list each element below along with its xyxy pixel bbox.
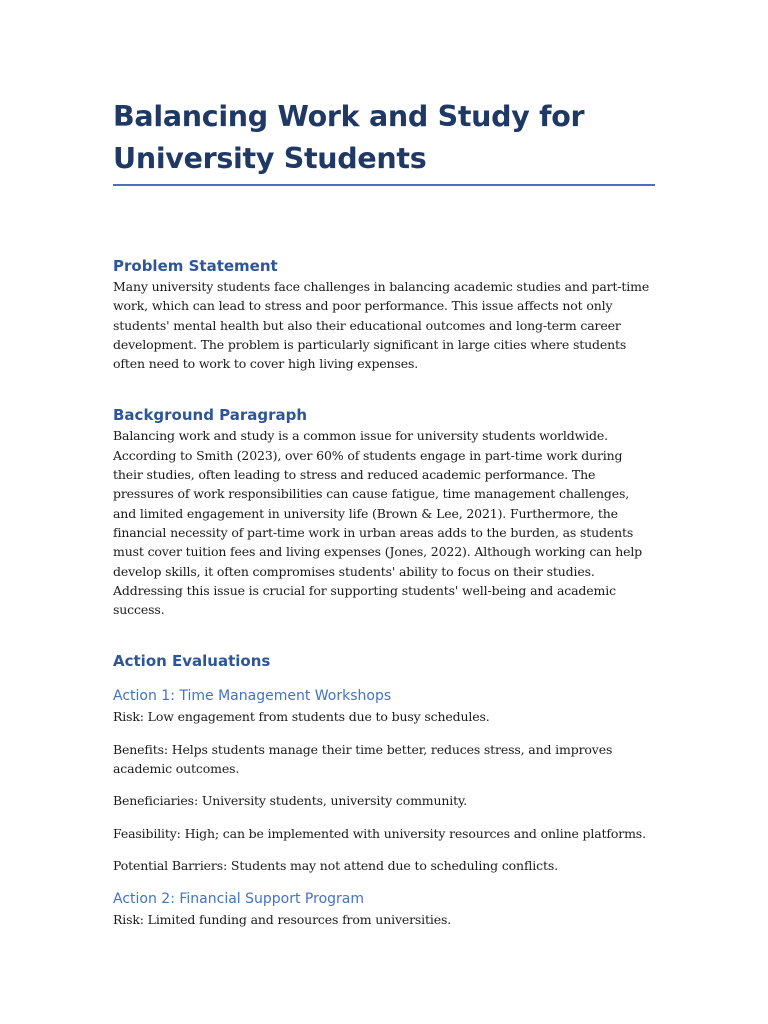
action-1-benefits: Benefits: Helps students manage their time better, reduces stress, and improves academic outcomes.: [113, 741, 613, 777]
action-2-block: [113, 889, 655, 929]
action-1-risk: Risk: Low engagement from students due to busy schedules.: [113, 709, 490, 725]
action-1-heading: Action 1: Time Management Workshops: [113, 688, 392, 705]
action-evaluations-section: [113, 651, 655, 929]
action-1-block: [113, 686, 655, 875]
action-evaluations-heading: Action Evaluations: [113, 652, 271, 671]
background-heading: Background Paragraph: [113, 406, 308, 425]
background-paragraph: Balancing work and study is a common issue for university students worldwide. According to Smith (2023), over 60% of students engage in part-time work during their studies, often leading to stress and reduced academic performance. The pressures of work responsibilities can cause fatigue, time management challenges, and limited engagement in university life (Brown & Lee, 2021). Furthermore, the financial necessity of part-time work in urban areas adds to the burden, as students must cover tuition fees and living expenses (Jones, 2022). Although working can help develop skills, it often compromises students' ability to focus on their studies. Addressing this issue is crucial for supporting students' well-being and academic success.: [113, 428, 643, 618]
title-underline-rule: [113, 184, 655, 186]
problem-statement-heading: Problem Statement: [113, 257, 278, 275]
action-1-details: [113, 707, 655, 875]
action-1-feasibility: Feasibility: High; can be implemented with university resources and online platforms.: [113, 825, 646, 841]
action-2-details: [113, 910, 655, 929]
problem-statement-section: [113, 256, 655, 373]
document-title: Balancing Work and Study for University Students: [113, 100, 585, 175]
action-1-barriers: Potential Barriers: Students may not attend due to scheduling conflicts.: [113, 857, 558, 873]
action-2-risk: Risk: Limited funding and resources from universities.: [113, 912, 452, 928]
action-2-heading: Action 2: Financial Support Program: [113, 891, 364, 908]
background-section: [113, 405, 655, 619]
document-body: [113, 96, 655, 930]
problem-statement-paragraph: Many university students face challenges in balancing academic studies and part-time work, which can lead to stress and poor performance. This issue affects not only students' mental health but also their educational outcomes and long-term career development. The problem is particularly significant in large cities where students often need to work to cover high living expenses.: [113, 279, 650, 372]
action-1-beneficiaries: Beneficiaries: University students, university community.: [113, 793, 468, 809]
